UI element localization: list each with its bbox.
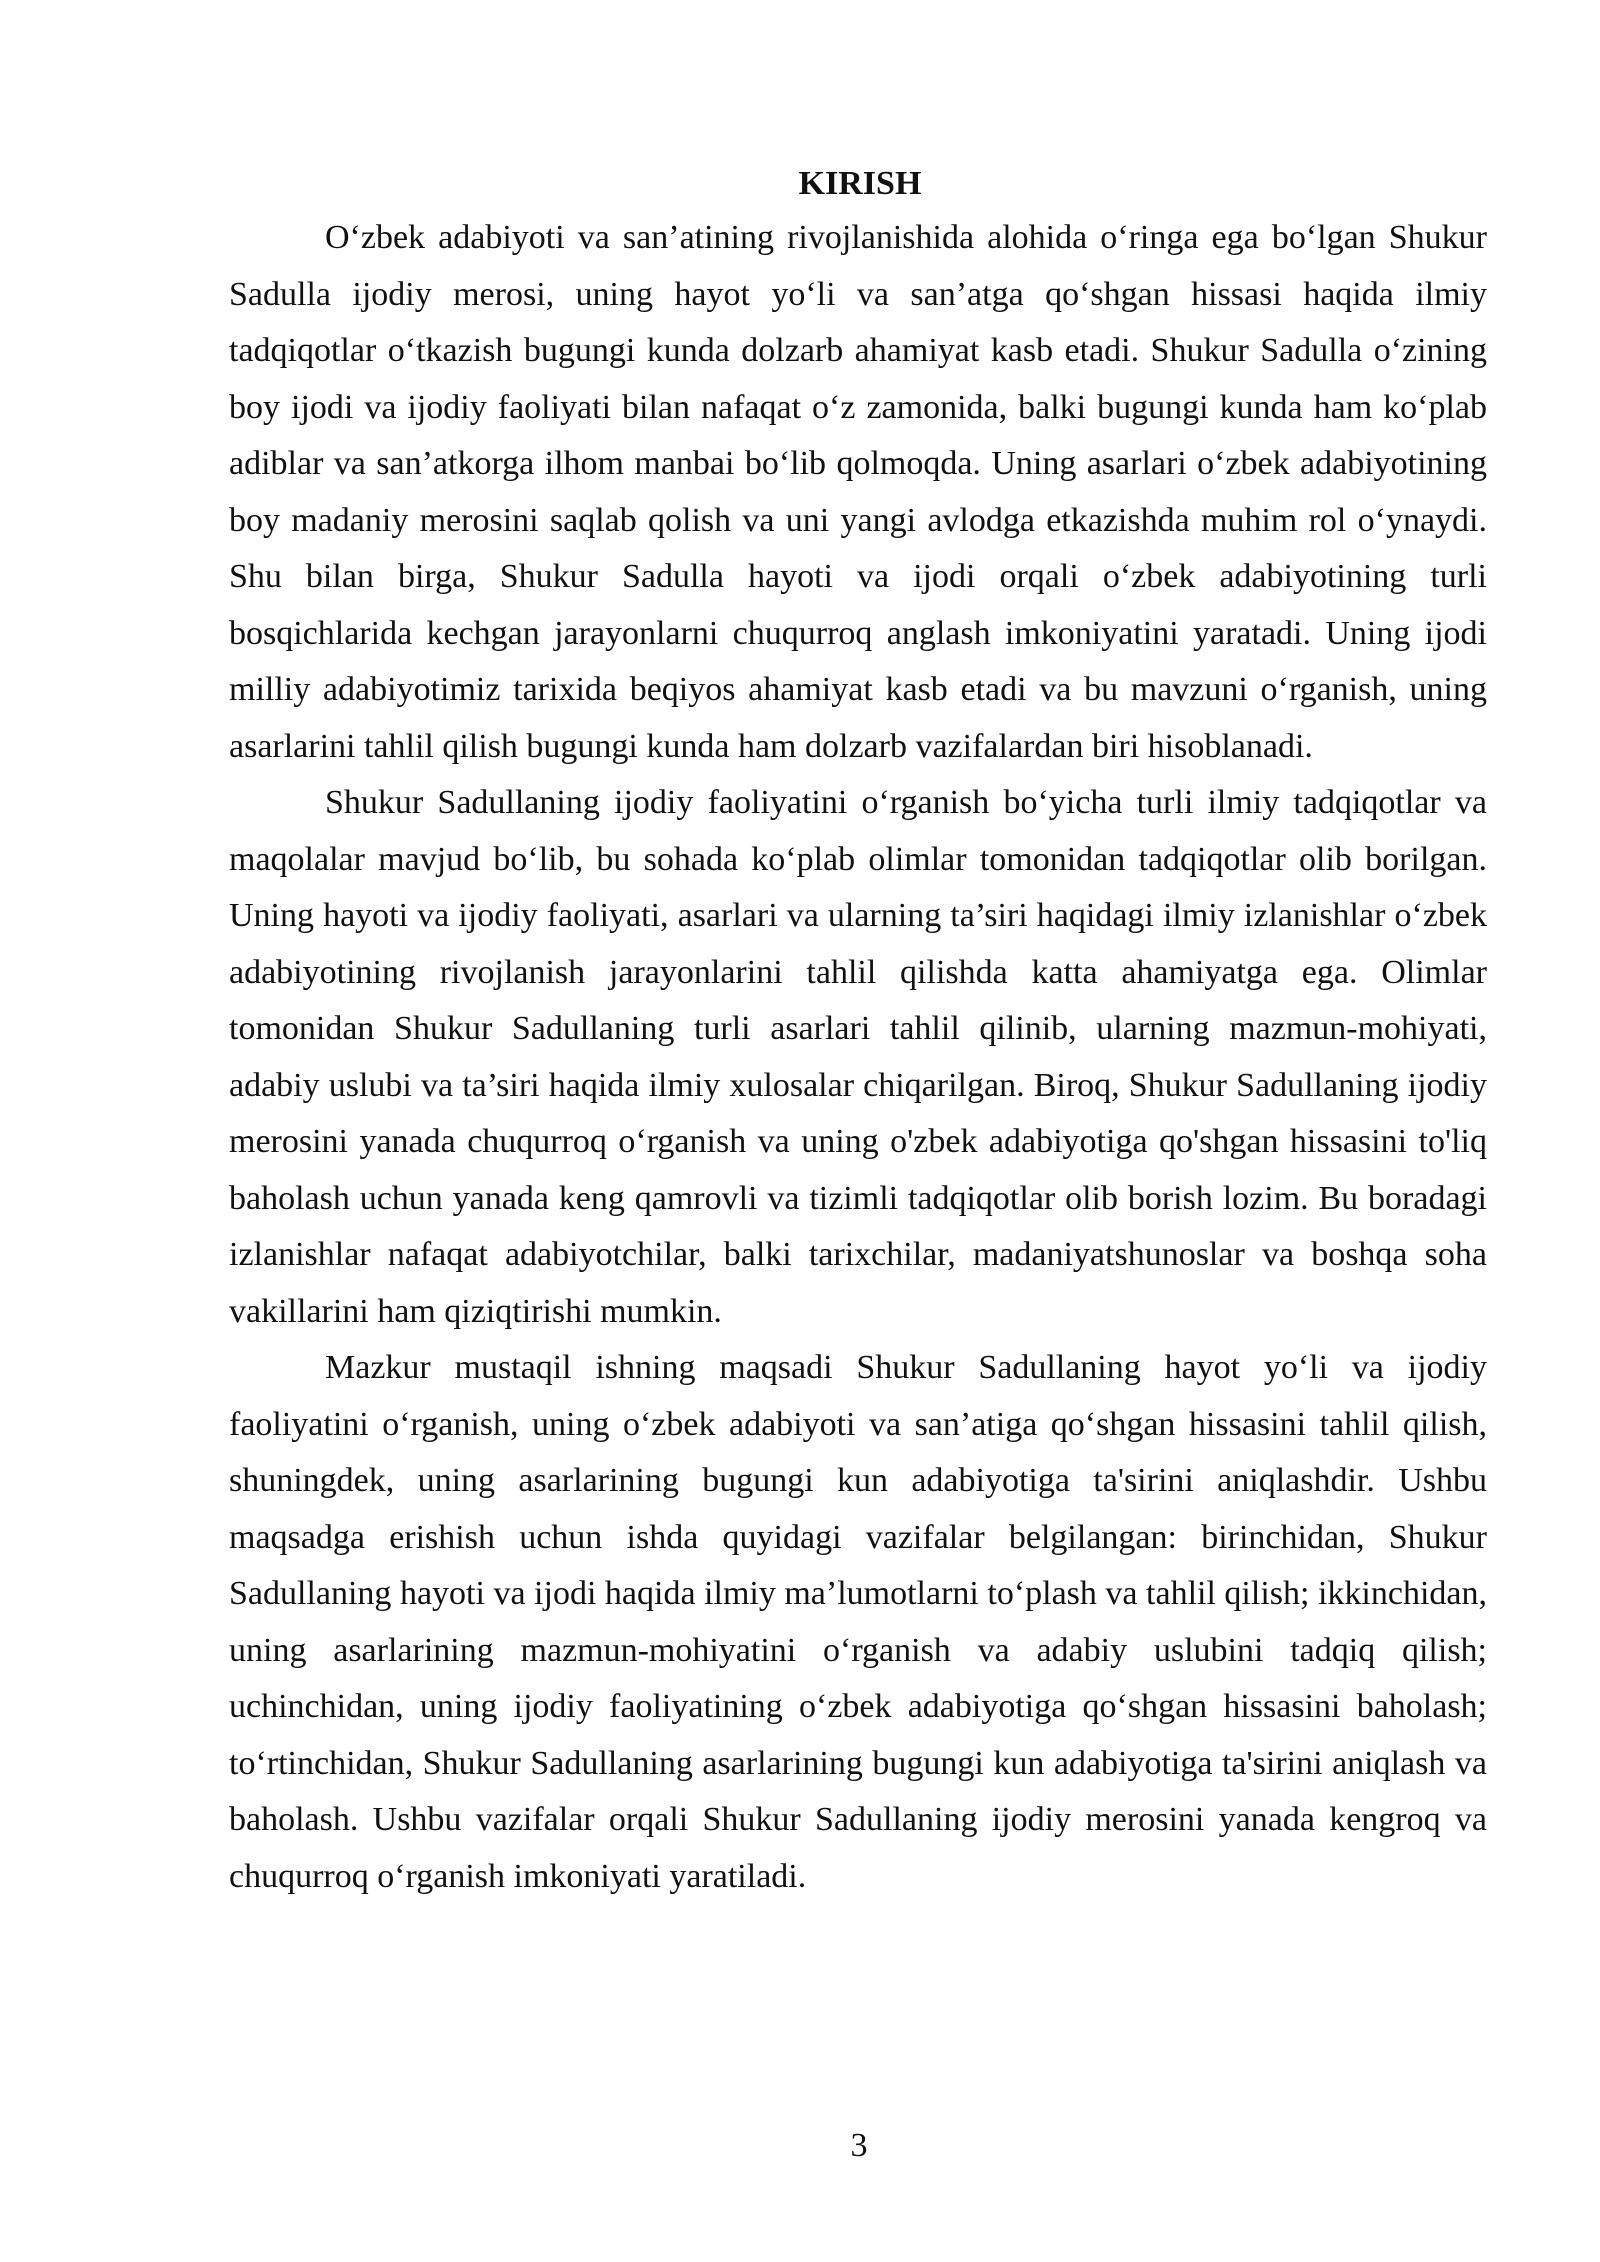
page-number: 3 bbox=[850, 2127, 868, 2164]
section-title: KIRISH bbox=[798, 165, 922, 202]
paragraph-1: O‘zbek adabiyoti va san’atining rivojlanishida alohida o‘ringa ega bo‘lgan Shukur Sadulla ijodiy merosi, uning hayot yo‘li va san’atga qo‘shgan hissasi haqida ilmiy tadqiqotlar o‘tkazish bugungi kunda dolzarb ahamiyat kasb etadi. Shukur Sadulla o‘zining boy ijodi va ijodiy faoliyati bilan nafaqat o‘z zamonida, balki bugungi kunda ham ko‘plab adiblar va san’atkorga ilhom manbai bo‘lib qolmoqda. Uning asarlari o‘zbek adabiyotining boy madaniy merosini saqlab qolish va uni yangi avlodga etkazishda muhim rol o‘ynaydi. Shu bilan birga, Shukur Sadulla hayoti va ijodi orqali o‘zbek adabiyotining turli bosqichlarida kechgan jarayonlarni chuqurroq anglash imkoniyatini yaratadi. Uning ijodi milliy adabiyotimiz tarixida beqiyos ahamiyat kasb etadi va bu mavzuni o‘rganish, uning asarlarini tahlil qilish bugungi kunda ham dolzarb vazifalardan biri hisoblanadi. bbox=[229, 219, 1487, 765]
paragraph-2: Shukur Sadullaning ijodiy faoliyatini o‘rganish bo‘yicha turli ilmiy tadqiqotlar va maqolalar mavjud bo‘lib, bu sohada ko‘plab olimlar tomonidan tadqiqotlar olib borilgan. Uning hayoti va ijodiy faoliyati, asarlari va ularning ta’siri haqidagi ilmiy izlanishlar o‘zbek adabiyotining rivojlanish jarayonlarini tahlil qilishda katta ahamiyatga ega. Olimlar tomonidan Shukur Sadullaning turli asarlari tahlil qilinib, ularning mazmun-mohiyati, adabiy uslubi va ta’siri haqida ilmiy xulosalar chiqarilgan. Biroq, Shukur Sadullaning ijodiy merosini yanada chuqurroq o‘rganish va uning o'zbek adabiyotiga qo'shgan hissasini to'liq baholash uchun yanada keng qamrovli va tizimli tadqiqotlar olib borish lozim. Bu boradagi izlanishlar nafaqat adabiyotchilar, balki tarixchilar, madaniyatshunoslar va boshqa soha vakillarini ham qiziqtirishi mumkin. bbox=[229, 784, 1487, 1330]
paragraph-3: Mazkur mustaqil ishning maqsadi Shukur Sadullaning hayot yo‘li va ijodiy faoliyatini o‘rganish, uning o‘zbek adabiyoti va san’atiga qo‘shgan hissasini tahlil qilish, shuningdek, uning asarlarining bugungi kun adabiyotiga ta'sirini aniqlashdir. Ushbu maqsadga erishish uchun ishda quyidagi vazifalar belgilangan: birinchidan, Shukur Sadullaning hayoti va ijodi haqida ilmiy ma’lumotlarni to‘plash va tahlil qilish; ikkinchidan, uning asarlarining mazmun-mohiyatini o‘rganish va adabiy uslubini tadqiq qilish; uchinchidan, uning ijodiy faoliyatining o‘zbek adabiyotiga qo‘shgan hissasini baholash; to‘rtinchidan, Shukur Sadullaning asarlarining bugungi kun adabiyotiga ta'sirini aniqlash va baholash. Ushbu vazifalar orqali Shukur Sadullaning ijodiy merosini yanada kengroq va chuqurroq o‘rganish imkoniyati yaratiladi. bbox=[229, 1349, 1487, 1895]
page-content bbox=[229, 160, 1487, 1905]
